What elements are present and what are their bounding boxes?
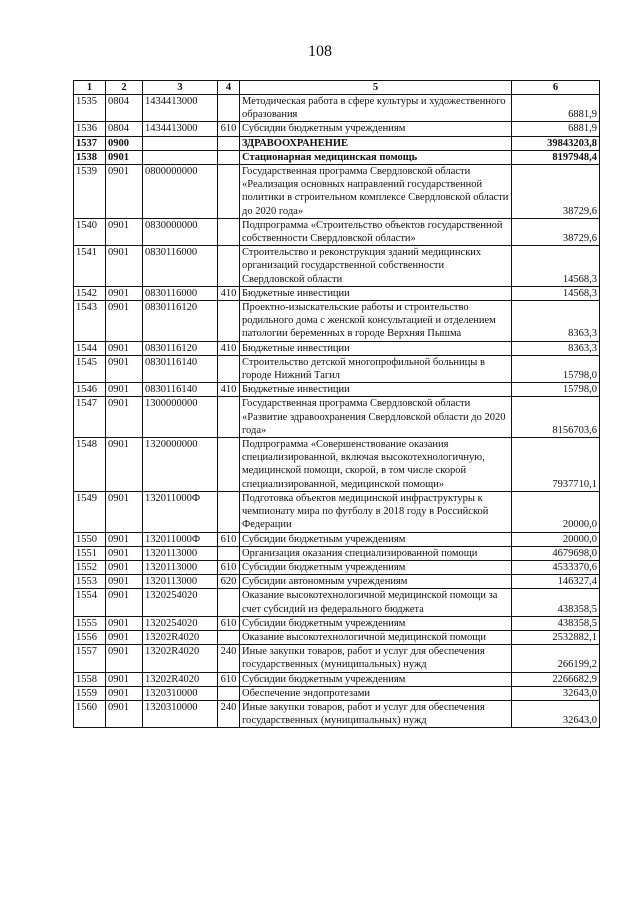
section-code-cell: 0901 bbox=[106, 286, 143, 300]
amount-cell: 14568,3 bbox=[512, 246, 600, 287]
expense-type-cell bbox=[218, 355, 240, 382]
amount-cell: 6881,9 bbox=[512, 122, 600, 136]
row-number-cell: 1544 bbox=[74, 341, 106, 355]
amount-cell: 14568,3 bbox=[512, 286, 600, 300]
row-number-cell: 1537 bbox=[74, 136, 106, 150]
target-article-cell: 0830116120 bbox=[143, 301, 218, 342]
target-article-cell: 13202R4020 bbox=[143, 645, 218, 672]
row-number-cell: 1540 bbox=[74, 218, 106, 245]
row-number-cell: 1538 bbox=[74, 150, 106, 164]
section-code-cell: 0901 bbox=[106, 645, 143, 672]
row-number-cell: 1553 bbox=[74, 575, 106, 589]
row-number-cell: 1558 bbox=[74, 672, 106, 686]
section-code-cell: 0901 bbox=[106, 686, 143, 700]
expense-type-cell bbox=[218, 165, 240, 219]
target-article-cell: 1320310000 bbox=[143, 686, 218, 700]
target-article-cell: 1434413000 bbox=[143, 95, 218, 122]
row-number-cell: 1545 bbox=[74, 355, 106, 382]
table-body bbox=[74, 95, 600, 728]
section-code-cell: 0900 bbox=[106, 136, 143, 150]
amount-cell: 438358,5 bbox=[512, 589, 600, 616]
row-number-cell: 1560 bbox=[74, 700, 106, 727]
header-cell: 1 bbox=[74, 81, 106, 95]
table-row bbox=[74, 700, 600, 727]
section-code-cell: 0901 bbox=[106, 491, 143, 532]
amount-cell: 15798,0 bbox=[512, 383, 600, 397]
section-code-cell: 0901 bbox=[106, 438, 143, 492]
description-cell: Организация оказания специализированной помощи bbox=[240, 546, 512, 560]
table-row bbox=[74, 575, 600, 589]
table-row bbox=[74, 286, 600, 300]
expense-type-cell: 410 bbox=[218, 383, 240, 397]
table-row bbox=[74, 616, 600, 630]
expense-type-cell: 610 bbox=[218, 672, 240, 686]
expense-type-cell bbox=[218, 246, 240, 287]
amount-cell: 438358,5 bbox=[512, 616, 600, 630]
section-code-cell: 0804 bbox=[106, 122, 143, 136]
amount-cell: 2266682,9 bbox=[512, 672, 600, 686]
description-cell: Субсидии автономным учреждениям bbox=[240, 575, 512, 589]
expense-type-cell: 610 bbox=[218, 122, 240, 136]
expense-type-cell bbox=[218, 491, 240, 532]
table-row bbox=[74, 397, 600, 438]
section-code-cell: 0901 bbox=[106, 341, 143, 355]
target-article-cell: 1320310000 bbox=[143, 700, 218, 727]
section-code-cell: 0901 bbox=[106, 700, 143, 727]
target-article-cell bbox=[143, 150, 218, 164]
row-number-cell: 1557 bbox=[74, 645, 106, 672]
amount-cell: 4679698,0 bbox=[512, 546, 600, 560]
target-article-cell: 1320113000 bbox=[143, 575, 218, 589]
target-article-cell: 132011000Ф bbox=[143, 532, 218, 546]
section-code-cell: 0804 bbox=[106, 95, 143, 122]
expense-type-cell: 610 bbox=[218, 560, 240, 574]
section-code-cell: 0901 bbox=[106, 301, 143, 342]
row-number-cell: 1542 bbox=[74, 286, 106, 300]
target-article-cell: 1320254020 bbox=[143, 616, 218, 630]
row-number-cell: 1556 bbox=[74, 630, 106, 644]
description-cell: Государственная программа Свердловской области «Реализация основных направлений государственной политики в строительном комплексе Свердловской области до 2020 года» bbox=[240, 165, 512, 219]
target-article-cell: 13202R4020 bbox=[143, 630, 218, 644]
header-cell: 2 bbox=[106, 81, 143, 95]
expense-type-cell: 410 bbox=[218, 341, 240, 355]
amount-cell: 38729,6 bbox=[512, 165, 600, 219]
description-cell: Строительство и реконструкция зданий медицинских организаций государственной собственности Свердловской области bbox=[240, 246, 512, 287]
amount-cell: 8363,3 bbox=[512, 341, 600, 355]
expense-type-cell: 610 bbox=[218, 532, 240, 546]
table-row bbox=[74, 560, 600, 574]
section-code-cell: 0901 bbox=[106, 616, 143, 630]
table-row bbox=[74, 150, 600, 164]
amount-cell: 32643,0 bbox=[512, 700, 600, 727]
table-row bbox=[74, 355, 600, 382]
section-code-cell: 0901 bbox=[106, 560, 143, 574]
target-article-cell bbox=[143, 136, 218, 150]
section-code-cell: 0901 bbox=[106, 218, 143, 245]
description-cell: Методическая работа в сфере культуры и художественного образования bbox=[240, 95, 512, 122]
expense-type-cell bbox=[218, 136, 240, 150]
target-article-cell: 1320113000 bbox=[143, 560, 218, 574]
description-cell: Государственная программа Свердловской области «Развитие здравоохранения Свердловской области до 2020 года» bbox=[240, 397, 512, 438]
row-number-cell: 1543 bbox=[74, 301, 106, 342]
table-row bbox=[74, 546, 600, 560]
table-row bbox=[74, 95, 600, 122]
table-header-row bbox=[74, 81, 600, 95]
table-row bbox=[74, 136, 600, 150]
section-code-cell: 0901 bbox=[106, 630, 143, 644]
section-code-cell: 0901 bbox=[106, 575, 143, 589]
description-cell: Бюджетные инвестиции bbox=[240, 383, 512, 397]
row-number-cell: 1550 bbox=[74, 532, 106, 546]
header-cell: 5 bbox=[240, 81, 512, 95]
amount-cell: 7937710,1 bbox=[512, 438, 600, 492]
target-article-cell: 13202R4020 bbox=[143, 672, 218, 686]
section-code-cell: 0901 bbox=[106, 532, 143, 546]
description-cell: Подпрограмма «Совершенствование оказания специализированной, включая высокотехнологичную, медицинской помощи, скорой, в том числе скорой специализированной, медицинской помощи» bbox=[240, 438, 512, 492]
description-cell: Подготовка объектов медицинской инфраструктуры к чемпионату мира по футболу в 2018 году в Российской Федерации bbox=[240, 491, 512, 532]
row-number-cell: 1552 bbox=[74, 560, 106, 574]
target-article-cell: 0830116000 bbox=[143, 286, 218, 300]
description-cell: Субсидии бюджетным учреждениям bbox=[240, 532, 512, 546]
expense-type-cell: 240 bbox=[218, 700, 240, 727]
description-cell: Проектно-изыскательские работы и строительство родильного дома с женской консультацией и отделением патологии беременных в городе Верхняя Пышма bbox=[240, 301, 512, 342]
expense-type-cell bbox=[218, 218, 240, 245]
description-cell: Субсидии бюджетным учреждениям bbox=[240, 616, 512, 630]
header-cell: 4 bbox=[218, 81, 240, 95]
amount-cell: 8197948,4 bbox=[512, 150, 600, 164]
description-cell: Оказание высокотехнологичной медицинской помощи bbox=[240, 630, 512, 644]
row-number-cell: 1548 bbox=[74, 438, 106, 492]
table-row bbox=[74, 165, 600, 219]
amount-cell: 20000,0 bbox=[512, 532, 600, 546]
table-row bbox=[74, 672, 600, 686]
table-row bbox=[74, 246, 600, 287]
amount-cell: 32643,0 bbox=[512, 686, 600, 700]
description-cell: Иные закупки товаров, работ и услуг для обеспечения государственных (муниципальных) нужд bbox=[240, 700, 512, 727]
table-row bbox=[74, 630, 600, 644]
table-row bbox=[74, 532, 600, 546]
target-article-cell: 1320000000 bbox=[143, 438, 218, 492]
row-number-cell: 1547 bbox=[74, 397, 106, 438]
header-cell: 6 bbox=[512, 81, 600, 95]
amount-cell: 38729,6 bbox=[512, 218, 600, 245]
expense-type-cell: 610 bbox=[218, 616, 240, 630]
description-cell: Строительство детской многопрофильной больницы в городе Нижний Тагил bbox=[240, 355, 512, 382]
description-cell: Обеспечение эндопротезами bbox=[240, 686, 512, 700]
description-cell: ЗДРАВООХРАНЕНИЕ bbox=[240, 136, 512, 150]
amount-cell: 4533370,6 bbox=[512, 560, 600, 574]
target-article-cell: 0830000000 bbox=[143, 218, 218, 245]
description-cell: Бюджетные инвестиции bbox=[240, 286, 512, 300]
expense-type-cell bbox=[218, 397, 240, 438]
expense-type-cell: 620 bbox=[218, 575, 240, 589]
expense-type-cell: 410 bbox=[218, 286, 240, 300]
target-article-cell: 132011000Ф bbox=[143, 491, 218, 532]
section-code-cell: 0901 bbox=[106, 383, 143, 397]
row-number-cell: 1551 bbox=[74, 546, 106, 560]
target-article-cell: 0830116140 bbox=[143, 383, 218, 397]
target-article-cell: 1300000000 bbox=[143, 397, 218, 438]
row-number-cell: 1559 bbox=[74, 686, 106, 700]
description-cell: Иные закупки товаров, работ и услуг для обеспечения государственных (муниципальных) нужд bbox=[240, 645, 512, 672]
table-row bbox=[74, 438, 600, 492]
row-number-cell: 1555 bbox=[74, 616, 106, 630]
section-code-cell: 0901 bbox=[106, 589, 143, 616]
row-number-cell: 1541 bbox=[74, 246, 106, 287]
row-number-cell: 1546 bbox=[74, 383, 106, 397]
amount-cell: 266199,2 bbox=[512, 645, 600, 672]
table-row bbox=[74, 383, 600, 397]
row-number-cell: 1535 bbox=[74, 95, 106, 122]
amount-cell: 20000,0 bbox=[512, 491, 600, 532]
table-row bbox=[74, 218, 600, 245]
row-number-cell: 1549 bbox=[74, 491, 106, 532]
description-cell: Подпрограмма «Строительство объектов государственной собственности Свердловской области» bbox=[240, 218, 512, 245]
amount-cell: 6881,9 bbox=[512, 95, 600, 122]
expense-type-cell bbox=[218, 589, 240, 616]
expense-type-cell: 240 bbox=[218, 645, 240, 672]
description-cell: Бюджетные инвестиции bbox=[240, 341, 512, 355]
expense-type-cell bbox=[218, 150, 240, 164]
section-code-cell: 0901 bbox=[106, 546, 143, 560]
table-row bbox=[74, 686, 600, 700]
target-article-cell: 0800000000 bbox=[143, 165, 218, 219]
expense-type-cell bbox=[218, 438, 240, 492]
section-code-cell: 0901 bbox=[106, 672, 143, 686]
amount-cell: 146327,4 bbox=[512, 575, 600, 589]
table-row bbox=[74, 341, 600, 355]
target-article-cell: 0830116000 bbox=[143, 246, 218, 287]
section-code-cell: 0901 bbox=[106, 246, 143, 287]
amount-cell: 2532882,1 bbox=[512, 630, 600, 644]
expense-type-cell bbox=[218, 546, 240, 560]
page-number: 108 bbox=[308, 43, 332, 60]
description-cell: Стационарная медицинская помощь bbox=[240, 150, 512, 164]
target-article-cell: 0830116120 bbox=[143, 341, 218, 355]
section-code-cell: 0901 bbox=[106, 150, 143, 164]
row-number-cell: 1539 bbox=[74, 165, 106, 219]
section-code-cell: 0901 bbox=[106, 165, 143, 219]
table-row bbox=[74, 491, 600, 532]
amount-cell: 8156703,6 bbox=[512, 397, 600, 438]
description-cell: Субсидии бюджетным учреждениям bbox=[240, 122, 512, 136]
row-number-cell: 1554 bbox=[74, 589, 106, 616]
description-cell: Субсидии бюджетным учреждениям bbox=[240, 560, 512, 574]
section-code-cell: 0901 bbox=[106, 397, 143, 438]
description-cell: Субсидии бюджетным учреждениям bbox=[240, 672, 512, 686]
target-article-cell: 1320113000 bbox=[143, 546, 218, 560]
expense-type-cell bbox=[218, 686, 240, 700]
description-cell: Оказание высокотехнологичной медицинской помощи за счет субсидий из федерального бюджета bbox=[240, 589, 512, 616]
table-row bbox=[74, 645, 600, 672]
header-cell: 3 bbox=[143, 81, 218, 95]
row-number-cell: 1536 bbox=[74, 122, 106, 136]
expense-type-cell bbox=[218, 301, 240, 342]
table-row bbox=[74, 589, 600, 616]
expense-type-cell bbox=[218, 630, 240, 644]
table-row bbox=[74, 301, 600, 342]
table-row bbox=[74, 122, 600, 136]
section-code-cell: 0901 bbox=[106, 355, 143, 382]
target-article-cell: 1320254020 bbox=[143, 589, 218, 616]
amount-cell: 15798,0 bbox=[512, 355, 600, 382]
budget-table bbox=[73, 80, 600, 728]
target-article-cell: 0830116140 bbox=[143, 355, 218, 382]
amount-cell: 8363,3 bbox=[512, 301, 600, 342]
amount-cell: 39843203,8 bbox=[512, 136, 600, 150]
expense-type-cell bbox=[218, 95, 240, 122]
target-article-cell: 1434413000 bbox=[143, 122, 218, 136]
